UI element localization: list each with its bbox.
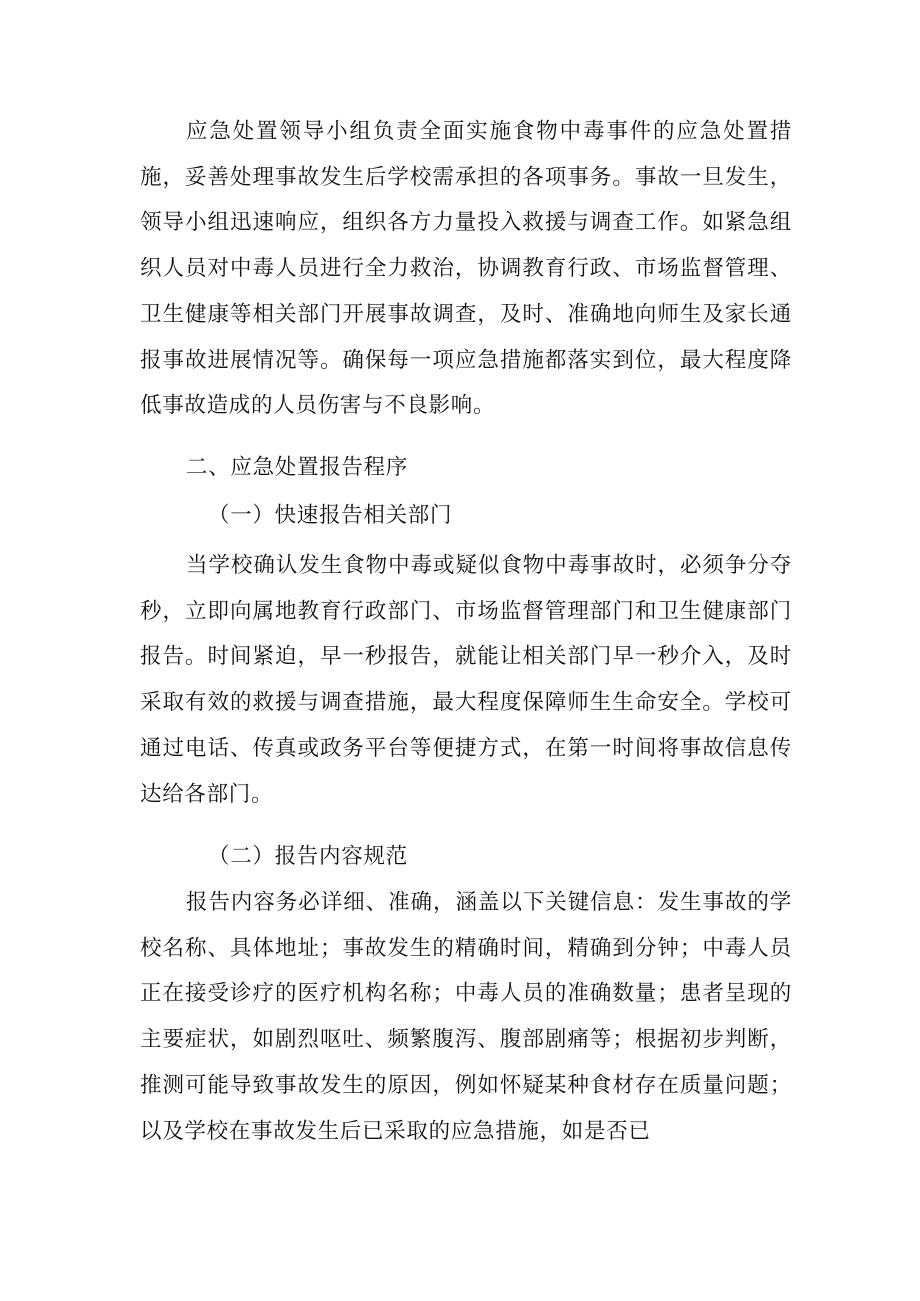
paragraph-quick-report: 当学校确认发生食物中毒或疑似食物中毒事故时，必须争分夺秒，立即向属地教育行政部门、市场监督管理部门和卫生健康部门报告。时间紧迫，早一秒报告，就能让相关部门早一秒介入，及时采取有效的救援与调查措施，最大程度保障师生生命安全。学校可通过电话、传真或政务平台等便捷方式，在第一时间将事故信息传达给各部门。 <box>140 553 792 807</box>
subsection-heading-quick-report: （一）快速报告相关部门 <box>208 503 453 528</box>
paragraph-report-content: 报告内容务必详细、准确，涵盖以下关键信息：发生事故的学校名称、具体地址；事故发生的精确时间，精确到分钟；中毒人员正在接受诊疗的医疗机构名称；中毒人员的准确数量；患者呈现的主要症状，如剧烈呕吐、频繁腹泻、腹部剧痛等；根据初步判断，推测可能导致事故发生的原因，例如怀疑某种食材存在质量问题；以及学校在事故发生后已采取的应急措施，如是否已 <box>140 890 792 1144</box>
paragraph-leadership-group: 应急处置领导小组负责全面实施食物中毒事件的应急处置措施，妥善处理事故发生后学校需承担的各项事务。事故一旦发生，领导小组迅速响应，组织各方力量投入救援与调查工作。如紧急组织人员对中毒人员进行全力救治，协调教育行政、市场监督管理、卫生健康等相关部门开展事故调查，及时、准确地向师生及家长通报事故进展情况等。确保每一项应急措施都落实到位，最大程度降低事故造成的人员伤害与不良影响。 <box>140 119 792 419</box>
subsection-heading-report-content: （二）报告内容规范 <box>208 844 408 869</box>
section-heading-report-procedure: 二、应急处置报告程序 <box>186 455 409 480</box>
